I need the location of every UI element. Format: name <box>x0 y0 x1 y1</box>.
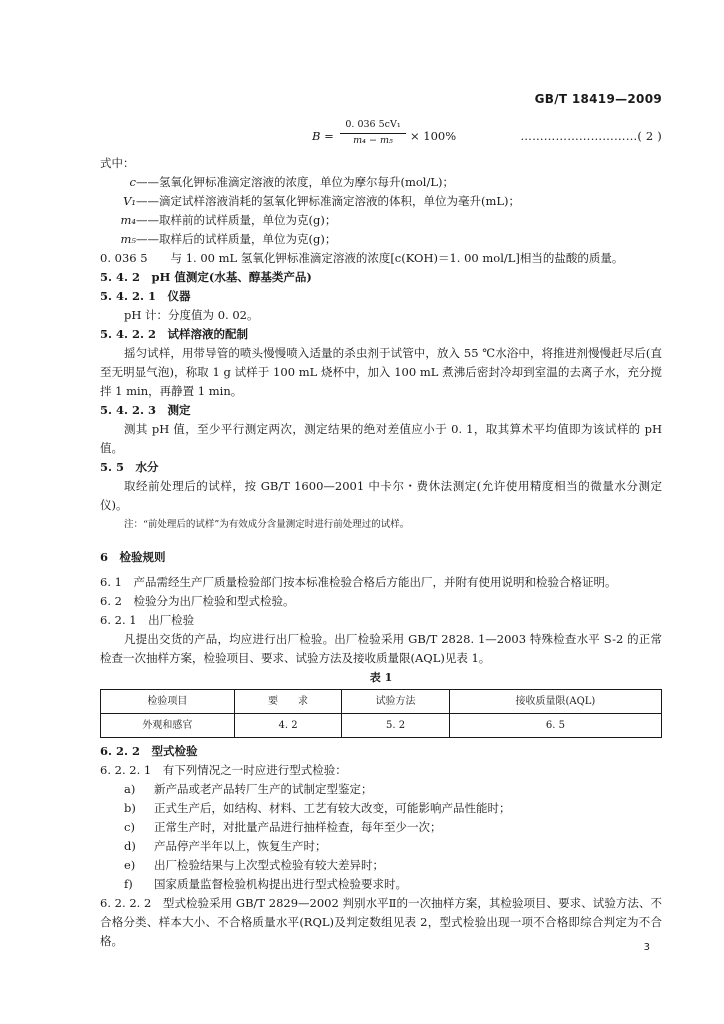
formula-rhs: × 100% <box>410 129 457 143</box>
list-item-label: e) <box>124 858 136 872</box>
section-6-title: 6 检验规则 <box>100 550 166 564</box>
var-desc: ——取样前的试样质量，单位为克(g)； <box>136 213 337 227</box>
page-body <box>100 118 662 951</box>
table-cell: 外观和感官 <box>101 714 235 738</box>
section-6-2-2-2: 6. 2. 2. 2 型式检验采用 GB/T 2829—2002 判别水平Ⅱ的一次抽样方案，其检验项目、要求、试验方法、不合格分类、样本大小、不合格质量水平(RQL)及判定数组见表 2，型式检验出现一项不合格即综合判定为不合格。 <box>100 896 662 948</box>
table-header-row <box>101 690 662 714</box>
section-5-4-2-title: 5. 4. 2 pH 值测定(水基、醇基类产品) <box>100 270 312 284</box>
table-1-caption: 表 1 <box>369 671 393 684</box>
section-5-5-text: 取经前处理后的试样，按 GB/T 1600—2001 中卡尔・费休法测定(允许使用精度相当的微量水分测定仪)。 <box>100 479 662 512</box>
list-item-c <box>100 818 662 837</box>
table-row <box>101 714 662 738</box>
table-cell: 6. 5 <box>449 714 661 738</box>
where-var-c <box>100 173 662 192</box>
table-header-cell: 试验方法 <box>342 690 450 714</box>
var-symbol: c <box>129 175 136 189</box>
where-var-m5 <box>100 230 662 249</box>
section-6-2: 6. 2 检验分为出厂检验和型式检验。 <box>100 594 295 608</box>
list-item-d <box>100 837 662 856</box>
table-cell: 5. 2 <box>342 714 450 738</box>
section-6-2-2-1: 6. 2. 2. 1 有下列情况之一时应进行型式检验： <box>100 763 347 777</box>
list-item-b <box>100 799 662 818</box>
section-5-4-2-3-text: 测其 pH 值，至少平行测定两次，测定结果的绝对差值应小于 0. 1，取其算术平均值即为该试样的 pH 值。 <box>100 422 662 455</box>
var-desc: ——氢氧化钾标准滴定溶液的浓度，单位为摩尔每升(mol/L)； <box>136 175 454 189</box>
section-5-4-2-1-title: 5. 4. 2. 1 仪器 <box>100 289 191 303</box>
list-item-text: 新产品或老产品转厂生产的试制定型鉴定； <box>154 782 373 796</box>
list-item-text: 出厂检验结果与上次型式检验有较大差异时； <box>154 858 384 872</box>
list-item-label: d) <box>124 839 136 853</box>
where-var-v1 <box>100 192 662 211</box>
var-symbol: m₄ <box>120 213 136 227</box>
list-item-label: b) <box>124 801 136 815</box>
page-number: 3 <box>643 942 650 953</box>
table-header-cell: 要 求 <box>234 690 342 714</box>
section-6-2-2-title: 6. 2. 2 型式检验 <box>100 744 198 758</box>
table-header-cell: 接收质量限(AQL) <box>449 690 661 714</box>
section-5-4-2-2-text: 摇匀试样，用带导管的喷头慢慢喷入适量的杀虫剂于试管中，放入 55 ℃水浴中，将推进剂慢慢赶尽后(直至无明显气泡)，称取 1 g 试样于 100 mL 烧杯中，加入 100 mL 煮沸后密封冷却到室温的去离子水，充分搅拌 1 min，再静置 1 min。 <box>100 346 662 398</box>
var-desc: ——滴定试样溶液消耗的氢氧化钾标准滴定溶液的体积，单位为毫升(mL)； <box>136 194 521 208</box>
section-5-4-2-1-text: pH 计：分度值为 0. 02。 <box>124 308 259 322</box>
section-5-5-note: 注：“前处理后的试样”为有效成分含量测定时进行前处理过的试样。 <box>124 519 410 530</box>
list-item-label: c) <box>124 820 135 834</box>
section-6-1: 6. 1 产品需经生产厂质量检验部门按本标准检验合格后方能出厂，并附有使用说明和检验合格证明。 <box>100 575 617 589</box>
standard-number-header: GB/T 18419—2009 <box>534 92 662 106</box>
list-item-text: 正式生产后，如结构、材料、工艺有较大改变，可能影响产品性能时； <box>154 801 511 815</box>
list-item-text: 国家质量监督检验机构提出进行型式检验要求时。 <box>154 877 407 891</box>
formula-2 <box>100 118 662 154</box>
var-symbol: m₅ <box>120 232 136 246</box>
formula-numerator: 0. 036 5cV₁ <box>340 118 406 134</box>
table-header-cell: 检验项目 <box>101 690 235 714</box>
where-constant: 0. 036 5 与 1. 00 mL 氢氧化钾标准滴定溶液的浓度[c(KOH)＝1. 00 mol/L]相当的盐酸的质量。 <box>100 251 624 265</box>
formula-number: …………………………( 2 ) <box>520 129 662 143</box>
formula-fraction <box>340 118 406 148</box>
list-item-a <box>100 780 662 799</box>
section-5-4-2-2-title: 5. 4. 2. 2 试样溶液的配制 <box>100 327 249 341</box>
list-item-f <box>100 875 662 894</box>
formula-denominator: m₄ − m₅ <box>353 135 393 146</box>
where-label: 式中： <box>100 156 135 170</box>
list-item-label: a) <box>124 782 136 796</box>
table-cell: 4. 2 <box>234 714 342 738</box>
var-desc: ——取样后的试样质量，单位为克(g)； <box>136 232 337 246</box>
list-item-label: f) <box>124 877 133 891</box>
list-item-text: 正常生产时，对批量产品进行抽样检查，每年至少一次； <box>154 820 442 834</box>
formula-lhs: B = <box>312 129 334 143</box>
table-1 <box>100 689 662 738</box>
section-5-4-2-3-title: 5. 4. 2. 3 测定 <box>100 403 191 417</box>
list-item-text: 产品停产半年以上，恢复生产时； <box>154 839 327 853</box>
section-6-2-1-title: 6. 2. 1 出厂检验 <box>100 613 195 627</box>
section-5-5-title: 5. 5 水分 <box>100 460 159 474</box>
var-symbol: V₁ <box>123 194 136 208</box>
section-6-2-1-text: 凡提出交货的产品，均应进行出厂检验。出厂检验采用 GB/T 2828. 1—2003 特殊检查水平 S-2 的正常检查一次抽样方案，检验项目、要求、试验方法及接收质量限(AQL)见表 1。 <box>100 632 662 665</box>
list-item-e <box>100 856 662 875</box>
where-var-m4 <box>100 211 662 230</box>
